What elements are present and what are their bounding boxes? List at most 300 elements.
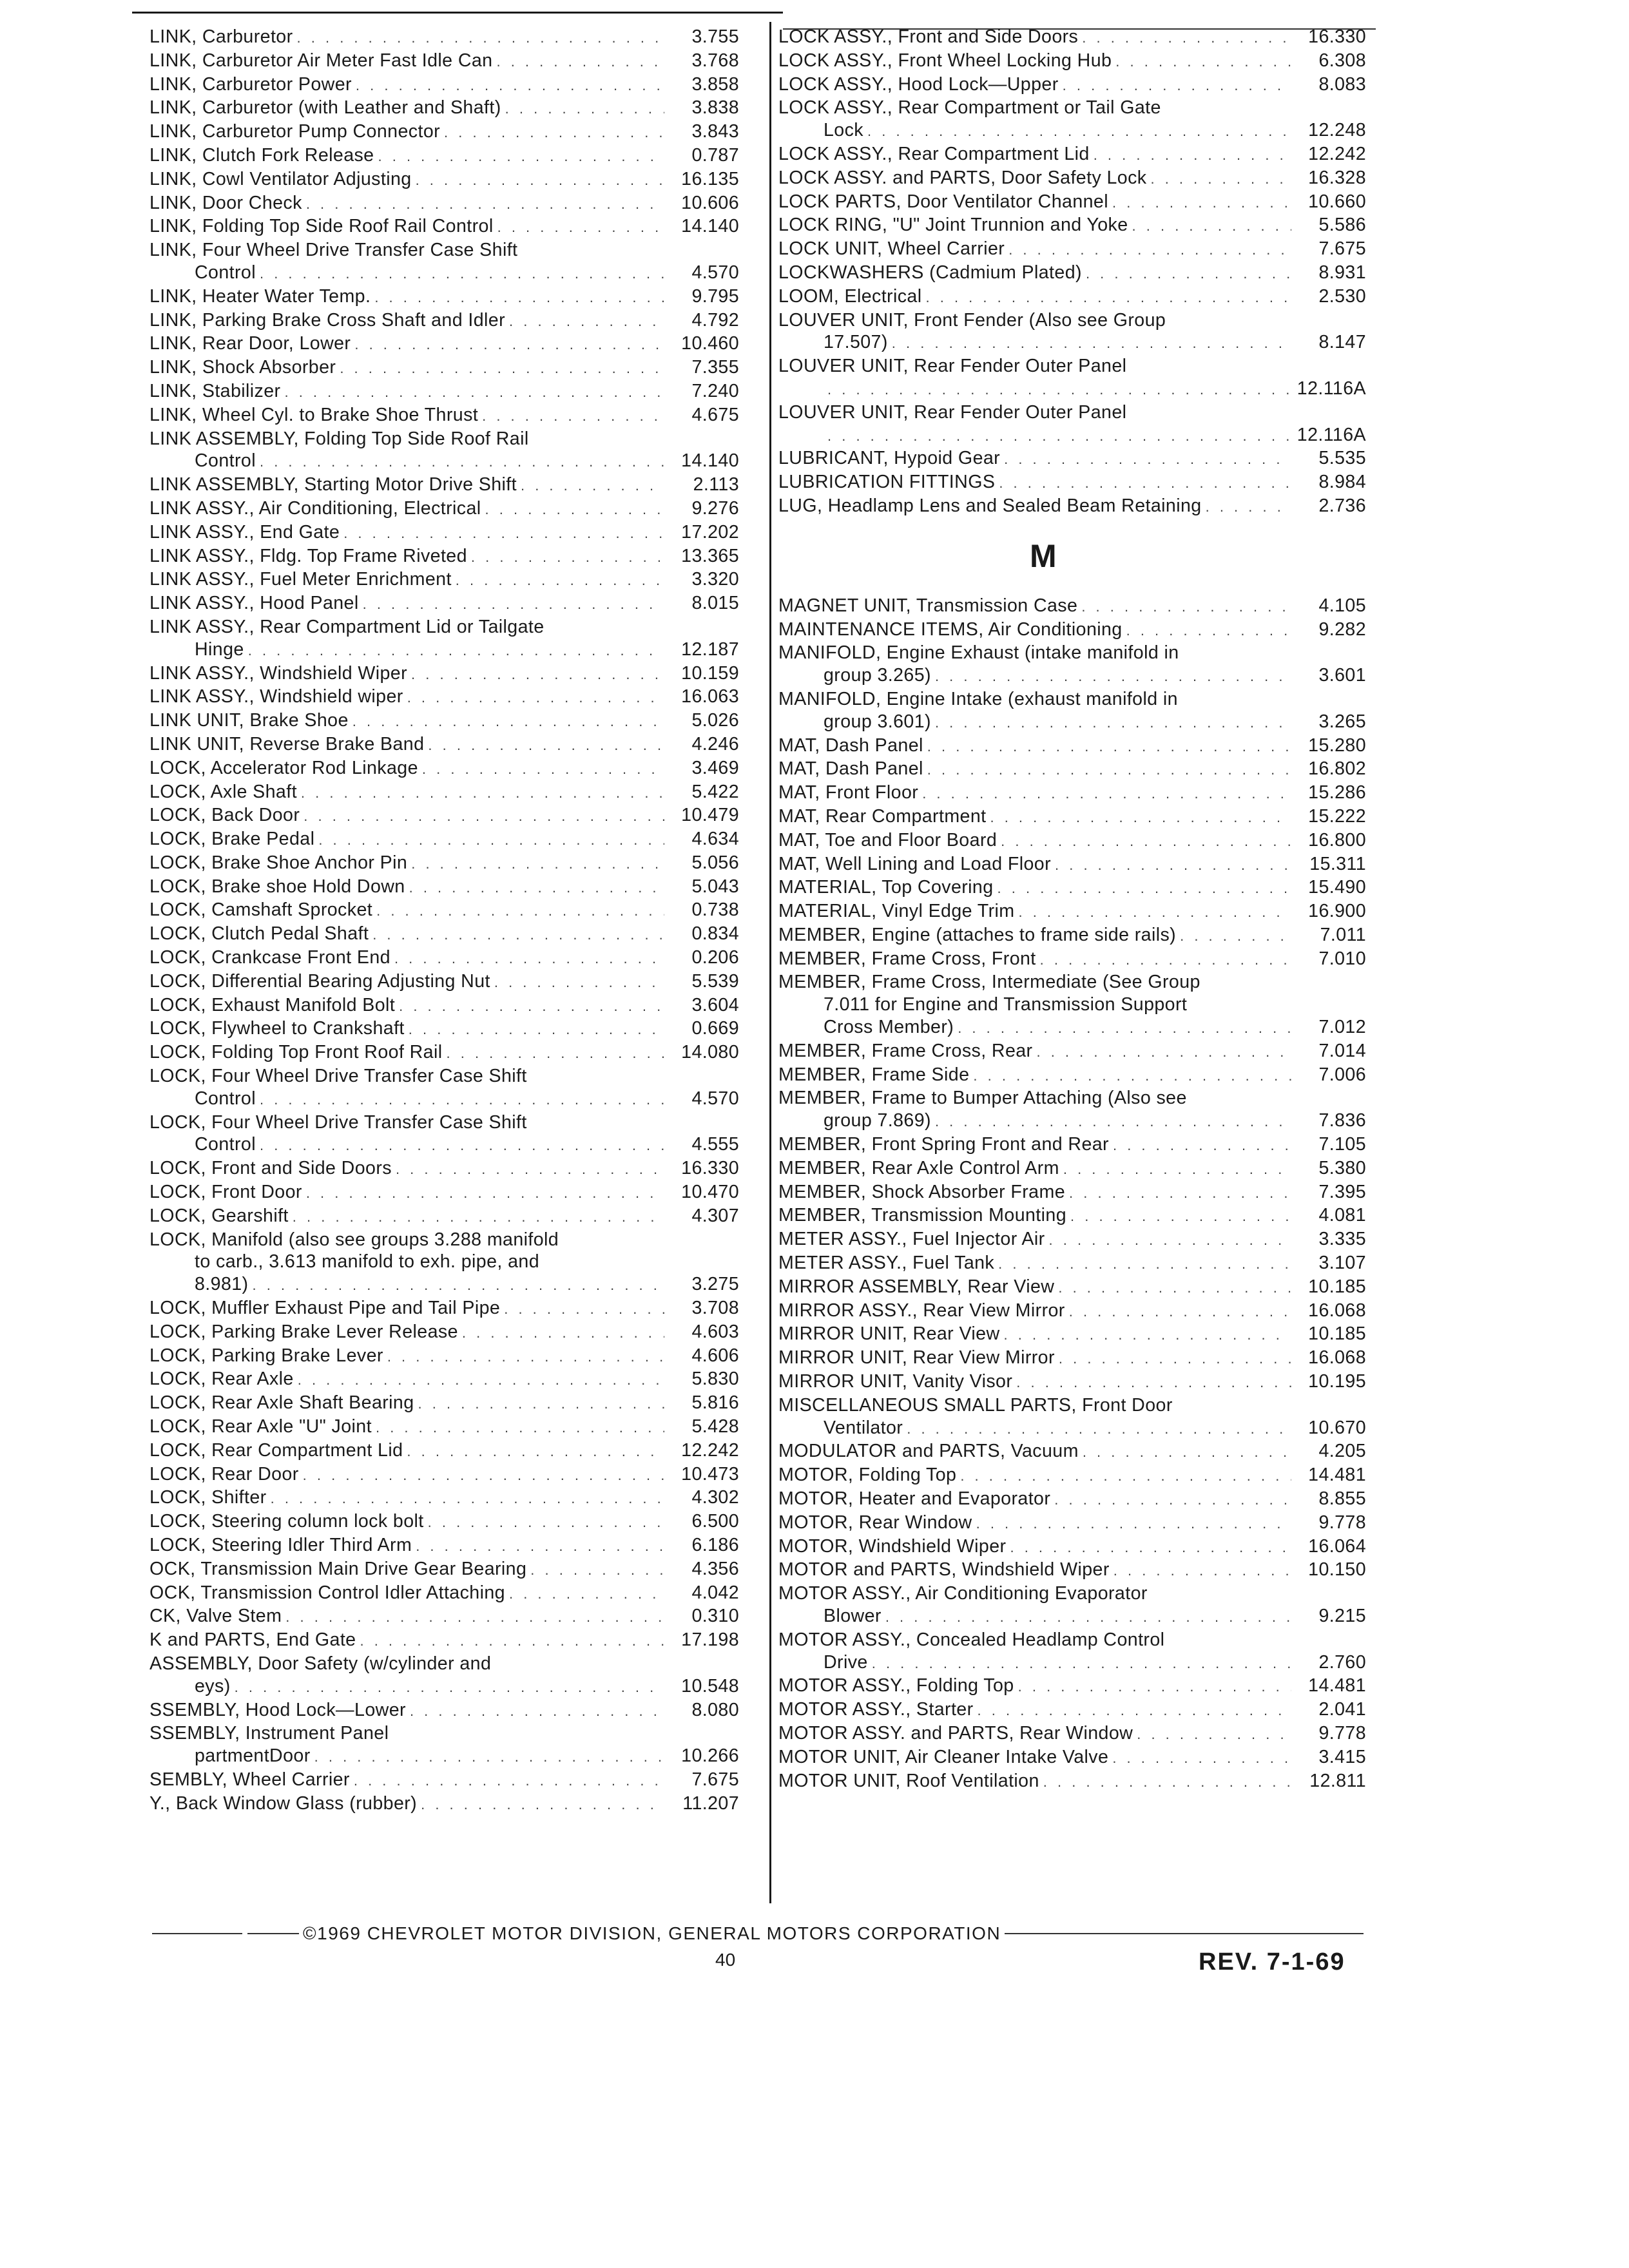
entry-line: [149, 73, 739, 97]
group-number: 12.811: [1309, 1770, 1366, 1791]
entry-text: MAT, Toe and Floor Board: [778, 829, 998, 850]
entry-continuation-line: [778, 664, 1366, 688]
entry-line: [149, 1582, 739, 1606]
entry-text: Lock: [824, 120, 863, 141]
index-entry: [778, 1347, 1366, 1370]
dot-leader: [1112, 1747, 1291, 1770]
index-entry: [778, 1675, 1366, 1698]
index-entry: [149, 1558, 739, 1582]
entry-text: LINK, Clutch Fork Release: [149, 144, 374, 166]
entry-text: Ventilator: [824, 1417, 903, 1438]
dot-leader: [407, 1441, 664, 1463]
dot-leader: [293, 1206, 664, 1229]
index-entry: [149, 1017, 739, 1041]
group-number: 7.395: [1318, 1181, 1366, 1202]
entry-text: LOCK, Manifold (also see groups 3.288 manifold: [149, 1229, 559, 1250]
entry-text: MATERIAL, Vinyl Edge Trim: [778, 901, 1015, 922]
entry-line: [149, 709, 739, 733]
dot-leader: [1070, 1206, 1291, 1228]
index-entry: [778, 642, 1366, 688]
entry-line: [778, 1300, 1366, 1323]
entry-continuation-line: [778, 378, 1366, 401]
index-entry: [149, 1416, 739, 1439]
dot-leader: [314, 1746, 664, 1769]
index-entry: [149, 1722, 739, 1769]
group-number: 9.778: [1318, 1512, 1366, 1533]
index-entry: [149, 1463, 739, 1487]
entry-line: [149, 781, 739, 805]
entry-continuation-line: [778, 331, 1366, 355]
group-number: 14.481: [1308, 1675, 1366, 1696]
dot-leader: [892, 332, 1291, 355]
dot-leader: [356, 75, 664, 97]
page-number: 40: [715, 1950, 736, 1970]
index-entry: [778, 73, 1366, 97]
entry-line: [149, 26, 739, 50]
entry-line: [778, 1276, 1366, 1300]
group-number: 4.302: [691, 1487, 739, 1508]
dot-leader: [394, 948, 664, 970]
entry-text: MOTOR ASSY. and PARTS, Rear Window: [778, 1722, 1133, 1744]
group-number: 16.135: [681, 168, 739, 189]
entry-text: LINK, Carburetor Pump Connector: [149, 121, 441, 142]
entry-line: [778, 309, 1366, 332]
entry-text: Y., Back Window Glass (rubber): [149, 1792, 418, 1814]
entry-continuation-line: [149, 1675, 739, 1699]
entry-text: K and PARTS, End Gate: [149, 1629, 356, 1651]
index-entry: [149, 1157, 739, 1181]
dot-leader: [973, 1065, 1291, 1088]
entry-line: [149, 970, 739, 994]
group-number: 10.670: [1308, 1417, 1366, 1438]
group-number: 4.675: [691, 404, 739, 425]
entry-text: MEMBER, Frame Cross, Intermediate (See Group: [778, 972, 1200, 993]
entry-text: MOTOR and PARTS, Windshield Wiper: [778, 1559, 1110, 1581]
entry-line: [149, 1392, 739, 1416]
entry-text: MOTOR ASSY., Concealed Headlamp Control: [778, 1629, 1165, 1650]
entry-text: to carb., 3.613 manifold to exh. pipe, and: [195, 1251, 540, 1273]
group-number: 8.984: [1318, 472, 1366, 493]
group-number: 10.473: [681, 1463, 739, 1485]
entry-text: LOUVER UNIT, Rear Fender Outer Panel: [778, 356, 1127, 377]
entry-line: [149, 521, 739, 545]
entry-text: LOOM, Electrical: [778, 285, 922, 307]
dot-leader: [1083, 1441, 1291, 1464]
entry-text: LINK UNIT, Brake Shoe: [149, 710, 349, 731]
group-number: 5.428: [691, 1416, 739, 1437]
entry-continuation-line: [149, 262, 739, 285]
index-entry: [149, 1439, 739, 1463]
entry-line: [149, 1017, 739, 1041]
entry-continuation-line: [149, 639, 739, 662]
entry-text: group 3.265): [824, 665, 931, 686]
group-number: 15.311: [1309, 853, 1366, 874]
dot-leader: [1008, 239, 1291, 262]
group-number: 4.603: [691, 1321, 739, 1342]
entry-text: Blower: [824, 1606, 882, 1626]
group-number: 8.083: [1318, 73, 1366, 95]
dot-leader: [284, 381, 664, 404]
group-number: 5.056: [691, 852, 739, 873]
dot-leader: [304, 805, 664, 828]
entry-text: MANIFOLD, Engine Intake (exhaust manifold in: [778, 688, 1178, 709]
entry-text: LOCK, Brake shoe Hold Down: [149, 876, 405, 897]
entry-line: [149, 144, 739, 168]
index-entry: [149, 1769, 739, 1792]
index-entry: [778, 1370, 1366, 1394]
entry-line: [778, 143, 1366, 167]
entry-line: [778, 262, 1366, 285]
group-number: 10.159: [681, 662, 739, 684]
entry-line: [149, 733, 739, 757]
group-number: 14.481: [1308, 1465, 1366, 1486]
dot-leader: [1069, 1301, 1291, 1323]
dot-leader: [1113, 1135, 1291, 1157]
entry-line: [149, 994, 739, 1018]
entry-line: [149, 1065, 739, 1088]
entry-text: MEMBER, Engine (attaches to frame side rails): [778, 924, 1177, 945]
entry-continuation-line: [778, 1016, 1366, 1040]
entry-text: Control: [195, 450, 256, 472]
index-entry: [778, 355, 1366, 401]
group-number: 0.669: [691, 1018, 739, 1039]
right-column: [778, 26, 1366, 1793]
dot-leader: [521, 475, 664, 497]
dot-leader: [1069, 1182, 1291, 1205]
entry-text: SSEMBLY, Instrument Panel: [149, 1723, 389, 1744]
dot-leader: [494, 972, 664, 994]
index-entry: [778, 758, 1366, 782]
group-number: 16.330: [681, 1158, 739, 1179]
entry-line: [149, 1157, 739, 1181]
dot-leader: [248, 640, 664, 662]
entry-line: [778, 97, 1366, 119]
index-entry: [778, 1133, 1366, 1157]
dot-leader: [1132, 215, 1291, 238]
entry-text: MOTOR ASSY., Air Conditioning Evaporator: [778, 1583, 1148, 1604]
entry-line: [778, 1347, 1366, 1370]
entry-text: MAT, Well Lining and Load Floor: [778, 853, 1051, 874]
dot-leader: [416, 169, 664, 192]
index-entry: [149, 168, 739, 192]
dot-leader: [416, 1535, 664, 1558]
entry-text: LINK, Shock Absorber: [149, 357, 336, 378]
group-number: 12.248: [1308, 120, 1366, 141]
entry-text: LOCK ASSY., Front and Side Doors: [778, 26, 1079, 47]
dot-leader: [1063, 1158, 1291, 1181]
group-number: 7.012: [1318, 1017, 1366, 1038]
entry-line: [149, 285, 739, 309]
dot-leader: [456, 570, 664, 592]
group-number: 10.185: [1308, 1323, 1366, 1345]
dot-leader: [935, 1111, 1291, 1133]
entry-text: MIRROR ASSEMBLY, Rear View: [778, 1276, 1055, 1297]
entry-line: [149, 1769, 739, 1792]
entry-text: LOCK UNIT, Wheel Carrier: [778, 238, 1005, 260]
entry-text: LINK, Rear Door, Lower: [149, 333, 351, 354]
entry-line: [778, 924, 1366, 948]
entry-text: LINK, Carburetor Power: [149, 73, 352, 95]
index-entry: [149, 1510, 739, 1534]
top-rule: [132, 12, 783, 14]
dot-leader: [260, 1135, 664, 1157]
index-entry: [149, 970, 739, 994]
index-entry: [778, 1746, 1366, 1770]
entry-line: [778, 1228, 1366, 1252]
index-entry: [149, 828, 739, 852]
entry-line: [778, 1040, 1366, 1064]
index-entry: [149, 568, 739, 592]
group-number: 10.548: [681, 1675, 739, 1696]
group-number: 17.202: [681, 521, 739, 543]
group-number: 3.604: [691, 994, 739, 1015]
index-entry: [778, 1394, 1366, 1441]
dot-leader: [1137, 1724, 1291, 1746]
entry-line: [778, 1675, 1366, 1698]
entry-continuation-line: [149, 1133, 739, 1157]
entry-text: LINK ASSY., End Gate: [149, 521, 340, 543]
dot-leader: [1082, 27, 1291, 50]
entry-text: LOCK, Front and Side Doors: [149, 1158, 392, 1179]
index-entry: [149, 1534, 739, 1558]
entry-line: [778, 758, 1366, 782]
entry-line: [778, 1064, 1366, 1088]
dot-leader: [428, 735, 664, 757]
entry-continuation-line: [149, 1251, 739, 1273]
group-number: 10.150: [1308, 1559, 1366, 1581]
group-number: 7.011: [1320, 924, 1366, 945]
entry-text: LINK, Carburetor (with Leather and Shaft): [149, 97, 501, 119]
revision-label: REV. 7-1-69: [1199, 1948, 1345, 1975]
footer-rule-left: [152, 1933, 242, 1934]
footer: [152, 1923, 1364, 1944]
entry-line: [149, 545, 739, 569]
entry-line: [149, 1041, 739, 1065]
group-number: 3.275: [691, 1274, 739, 1295]
group-number: 4.307: [691, 1205, 739, 1226]
entry-text: Drive: [824, 1651, 868, 1673]
index-entry: [778, 1204, 1366, 1228]
dot-leader: [411, 664, 664, 686]
group-number: 9.215: [1318, 1606, 1366, 1626]
entry-line: [149, 215, 739, 239]
group-number: 0.787: [691, 144, 739, 166]
group-number: 0.834: [691, 923, 739, 945]
entry-line: [149, 616, 739, 639]
entry-line: [778, 1087, 1366, 1110]
group-number: 4.792: [691, 309, 739, 331]
entry-text: LINK, Four Wheel Drive Transfer Case Shift: [149, 240, 518, 261]
dot-leader: [827, 425, 1291, 448]
index-entry: [149, 733, 739, 757]
index-entry: [778, 191, 1366, 215]
entry-line: [149, 592, 739, 616]
group-number: 7.836: [1318, 1110, 1366, 1131]
entry-line: [778, 1535, 1366, 1559]
group-number: 7.675: [691, 1769, 739, 1790]
dot-leader: [285, 1606, 664, 1629]
entry-line: [149, 1181, 739, 1205]
entry-line: [778, 355, 1366, 378]
entry-text: LINK, Parking Brake Cross Shaft and Idler: [149, 309, 505, 331]
dot-leader: [418, 1393, 664, 1416]
entry-text: MOTOR, Heater and Evaporator: [778, 1488, 1051, 1510]
entry-text: MIRROR ASSY., Rear View Mirror: [778, 1300, 1065, 1321]
dot-leader: [1086, 263, 1291, 285]
group-number: 10.185: [1308, 1276, 1366, 1297]
entry-continuation-line: [778, 1605, 1366, 1629]
entry-line: [778, 782, 1366, 805]
group-number: 0.310: [691, 1606, 739, 1627]
dot-leader: [999, 472, 1291, 495]
entry-line: [778, 595, 1366, 619]
entry-line: [149, 497, 739, 521]
entry-line: [778, 688, 1366, 711]
entry-line: [149, 1463, 739, 1487]
footer-rule-right: [1005, 1933, 1364, 1934]
dot-leader: [260, 263, 664, 285]
index-entry: [778, 50, 1366, 73]
entry-line: [149, 1605, 739, 1629]
group-number: 3.320: [691, 569, 739, 590]
group-number: 7.240: [691, 380, 739, 401]
index-entry: [149, 26, 739, 50]
index-entry: [149, 50, 739, 73]
dot-leader: [411, 853, 664, 876]
group-number: 10.195: [1308, 1371, 1366, 1392]
index-entry: [149, 1065, 739, 1111]
entry-text: LINK, Folding Top Side Roof Rail Control: [149, 216, 494, 237]
index-entry: [149, 1321, 739, 1345]
entry-text: MOTOR UNIT, Air Cleaner Intake Valve: [778, 1746, 1109, 1767]
index-entry: [149, 1629, 739, 1653]
entry-line: [149, 168, 739, 192]
group-number: 10.606: [681, 192, 739, 213]
index-entry: [778, 309, 1366, 356]
entry-line: [778, 1746, 1366, 1770]
group-number: 8.147: [1318, 332, 1366, 353]
entry-line: [149, 50, 739, 73]
dot-leader: [1058, 1277, 1291, 1300]
entry-text: LOCK, Parking Brake Lever Release: [149, 1321, 458, 1342]
column-divider: [769, 22, 771, 1903]
dot-leader: [1055, 854, 1291, 877]
entry-text: LOCK, Rear Axle: [149, 1369, 294, 1390]
entry-line: [149, 120, 739, 144]
entry-text: LINK, Wheel Cyl. to Brake Shoe Thrust: [149, 404, 479, 425]
index-entry: [778, 1040, 1366, 1064]
group-number: 16.802: [1308, 758, 1366, 780]
entry-line: [149, 1629, 739, 1653]
entry-text: LOCKWASHERS (Cadmium Plated): [778, 262, 1082, 283]
index-entry: [149, 97, 739, 120]
entry-text: LOCK, Crankcase Front End: [149, 947, 390, 968]
dot-leader: [260, 1089, 664, 1111]
group-number: 4.105: [1318, 595, 1366, 616]
dot-leader: [360, 1630, 664, 1653]
group-number: 16.330: [1308, 26, 1366, 47]
entry-line: [778, 900, 1366, 924]
index-entry: [778, 143, 1366, 167]
entry-continuation-line: [149, 1745, 739, 1769]
entry-text: CK, Valve Stem: [149, 1606, 282, 1627]
entry-line: [778, 853, 1366, 877]
group-number: 12.242: [681, 1439, 739, 1461]
entry-text: MAT, Dash Panel: [778, 735, 923, 756]
dot-leader: [509, 311, 664, 333]
index-entry: [149, 309, 739, 333]
entry-text: MEMBER, Frame Cross, Rear: [778, 1040, 1033, 1061]
group-number: 3.335: [1318, 1229, 1366, 1250]
entry-text: OCK, Transmission Main Drive Gear Bearing: [149, 1558, 527, 1579]
group-number: 5.586: [1318, 215, 1366, 236]
dot-leader: [926, 287, 1292, 309]
entry-continuation-line: [778, 1651, 1366, 1675]
index-entry: [149, 521, 739, 545]
group-number: 4.570: [691, 262, 739, 283]
entry-text: MAT, Front Floor: [778, 782, 919, 803]
entry-text: LOCK, Rear Axle Shaft Bearing: [149, 1392, 414, 1414]
dot-leader: [1040, 949, 1291, 972]
index-entry: [778, 1440, 1366, 1464]
index-entry: [149, 1345, 739, 1369]
entry-text: LOCK, Exhaust Manifold Bolt: [149, 994, 396, 1015]
entry-text: MAT, Rear Compartment: [778, 805, 987, 827]
dot-leader: [378, 146, 665, 168]
entry-text: SSEMBLY, Hood Lock—Lower: [149, 1699, 406, 1720]
index-entry: [149, 120, 739, 144]
entry-text: MODULATOR and PARTS, Vacuum: [778, 1441, 1079, 1462]
index-entry: [149, 1653, 739, 1699]
entry-text: LINK UNIT, Reverse Brake Band: [149, 733, 425, 754]
index-entry: [149, 497, 739, 521]
index-entry: [778, 805, 1366, 829]
entry-text: LINK ASSY., Windshield Wiper: [149, 662, 408, 684]
index-entry: [149, 947, 739, 970]
entry-text: LINK, Door Check: [149, 192, 302, 213]
group-number: 3.107: [1318, 1253, 1366, 1274]
dot-leader: [872, 1653, 1291, 1675]
group-number: 12.116A: [1296, 378, 1366, 399]
entry-text: LOCK, Four Wheel Drive Transfer Case Shift: [149, 1111, 527, 1133]
entry-text: 17.507): [824, 332, 888, 353]
group-number: 16.328: [1308, 167, 1366, 188]
dot-leader: [428, 1512, 664, 1534]
entry-text: MEMBER, Shock Absorber Frame: [778, 1181, 1066, 1202]
entry-line: [149, 428, 739, 450]
entry-text: LOCK ASSY. and PARTS, Door Safety Lock: [778, 167, 1147, 188]
group-number: 3.838: [691, 97, 739, 119]
index-entry: [778, 1770, 1366, 1794]
index-entry: [149, 1792, 739, 1816]
index-entry: [778, 1252, 1366, 1276]
entry-text: LINK ASSY., Rear Compartment Lid or Tailgate: [149, 616, 545, 637]
entry-line: [778, 167, 1366, 191]
entry-text: MEMBER, Frame Side: [778, 1064, 970, 1085]
index-entry: [149, 332, 739, 356]
index-entry: [778, 829, 1366, 853]
index-entry: [778, 948, 1366, 972]
index-entry: [149, 356, 739, 380]
entry-line: [149, 1792, 739, 1816]
entry-line: [149, 1297, 739, 1321]
entry-continuation-line: [778, 711, 1366, 735]
group-number: 0.738: [691, 899, 739, 921]
dot-leader: [301, 782, 664, 805]
entry-text: MAGNET UNIT, Transmission Case: [778, 595, 1078, 616]
index-entry: [149, 1041, 739, 1065]
group-number: 3.469: [691, 757, 739, 778]
